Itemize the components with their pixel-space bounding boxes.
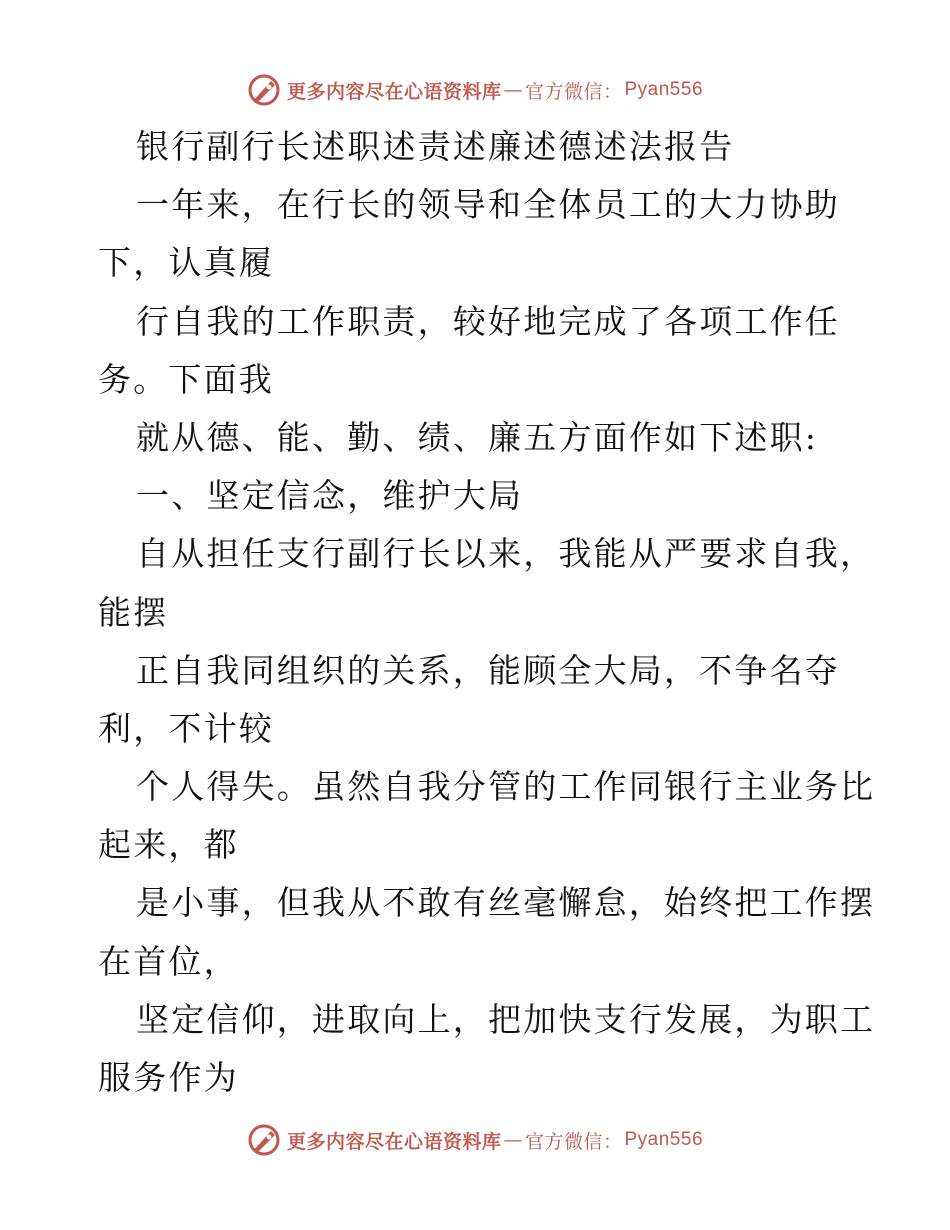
document-line: 坚定信仰，进取向上，把加快支行发展，为职工 [136, 999, 876, 1039]
document-line: 起来，都 [98, 825, 239, 865]
document-line: 能摆 [98, 592, 169, 632]
banner-separator: — [503, 79, 523, 101]
banner-wechat-label: 官方微信： [524, 80, 623, 103]
document-line: 正自我同组织的关系，能顾全大局，不争名夺 [136, 650, 840, 690]
pen-logo-icon [247, 1123, 281, 1157]
document-body [98, 118, 878, 1107]
document-line: 个人得失。虽然自我分管的工作同银行主业务比 [136, 767, 876, 807]
document-line: 一、坚定信念，维护大局 [136, 476, 524, 516]
document-line: 服务作为 [98, 1058, 239, 1097]
document-line: 行自我的工作职责，较好地完成了各项工作任 [136, 301, 840, 341]
banner-brand: 更多内容尽在心语资料库 [286, 80, 502, 103]
document-line: 在首位， [98, 941, 239, 981]
banner-brand: 更多内容尽在心语资料库 [286, 1130, 502, 1153]
banner-wechat-id: Pyan556 [624, 1129, 704, 1150]
pen-logo-icon [247, 73, 281, 107]
banner-wechat-id: Pyan556 [624, 79, 704, 100]
document-line: 就从德、能、勤、绩、廉五方面作如下述职: [136, 417, 819, 457]
document-line: 自从担任支行副行长以来，我能从严要求自我， [136, 534, 876, 574]
footer-banner [0, 1120, 950, 1160]
document-line: 下，认真履 [98, 243, 274, 283]
banner-separator: — [503, 1129, 523, 1151]
document-line: 务。下面我 [98, 359, 274, 399]
document-line: 银行副行长述职述责述廉述德述法报告 [136, 127, 735, 166]
document-line: 一年来，在行长的领导和全体员工的大力协助 [136, 185, 840, 225]
header-banner [0, 70, 950, 110]
document-line: 利，不计较 [98, 708, 274, 748]
banner-wechat-label: 官方微信： [524, 1130, 623, 1153]
document-line: 是小事，但我从不敢有丝毫懈怠，始终把工作摆 [136, 883, 876, 923]
